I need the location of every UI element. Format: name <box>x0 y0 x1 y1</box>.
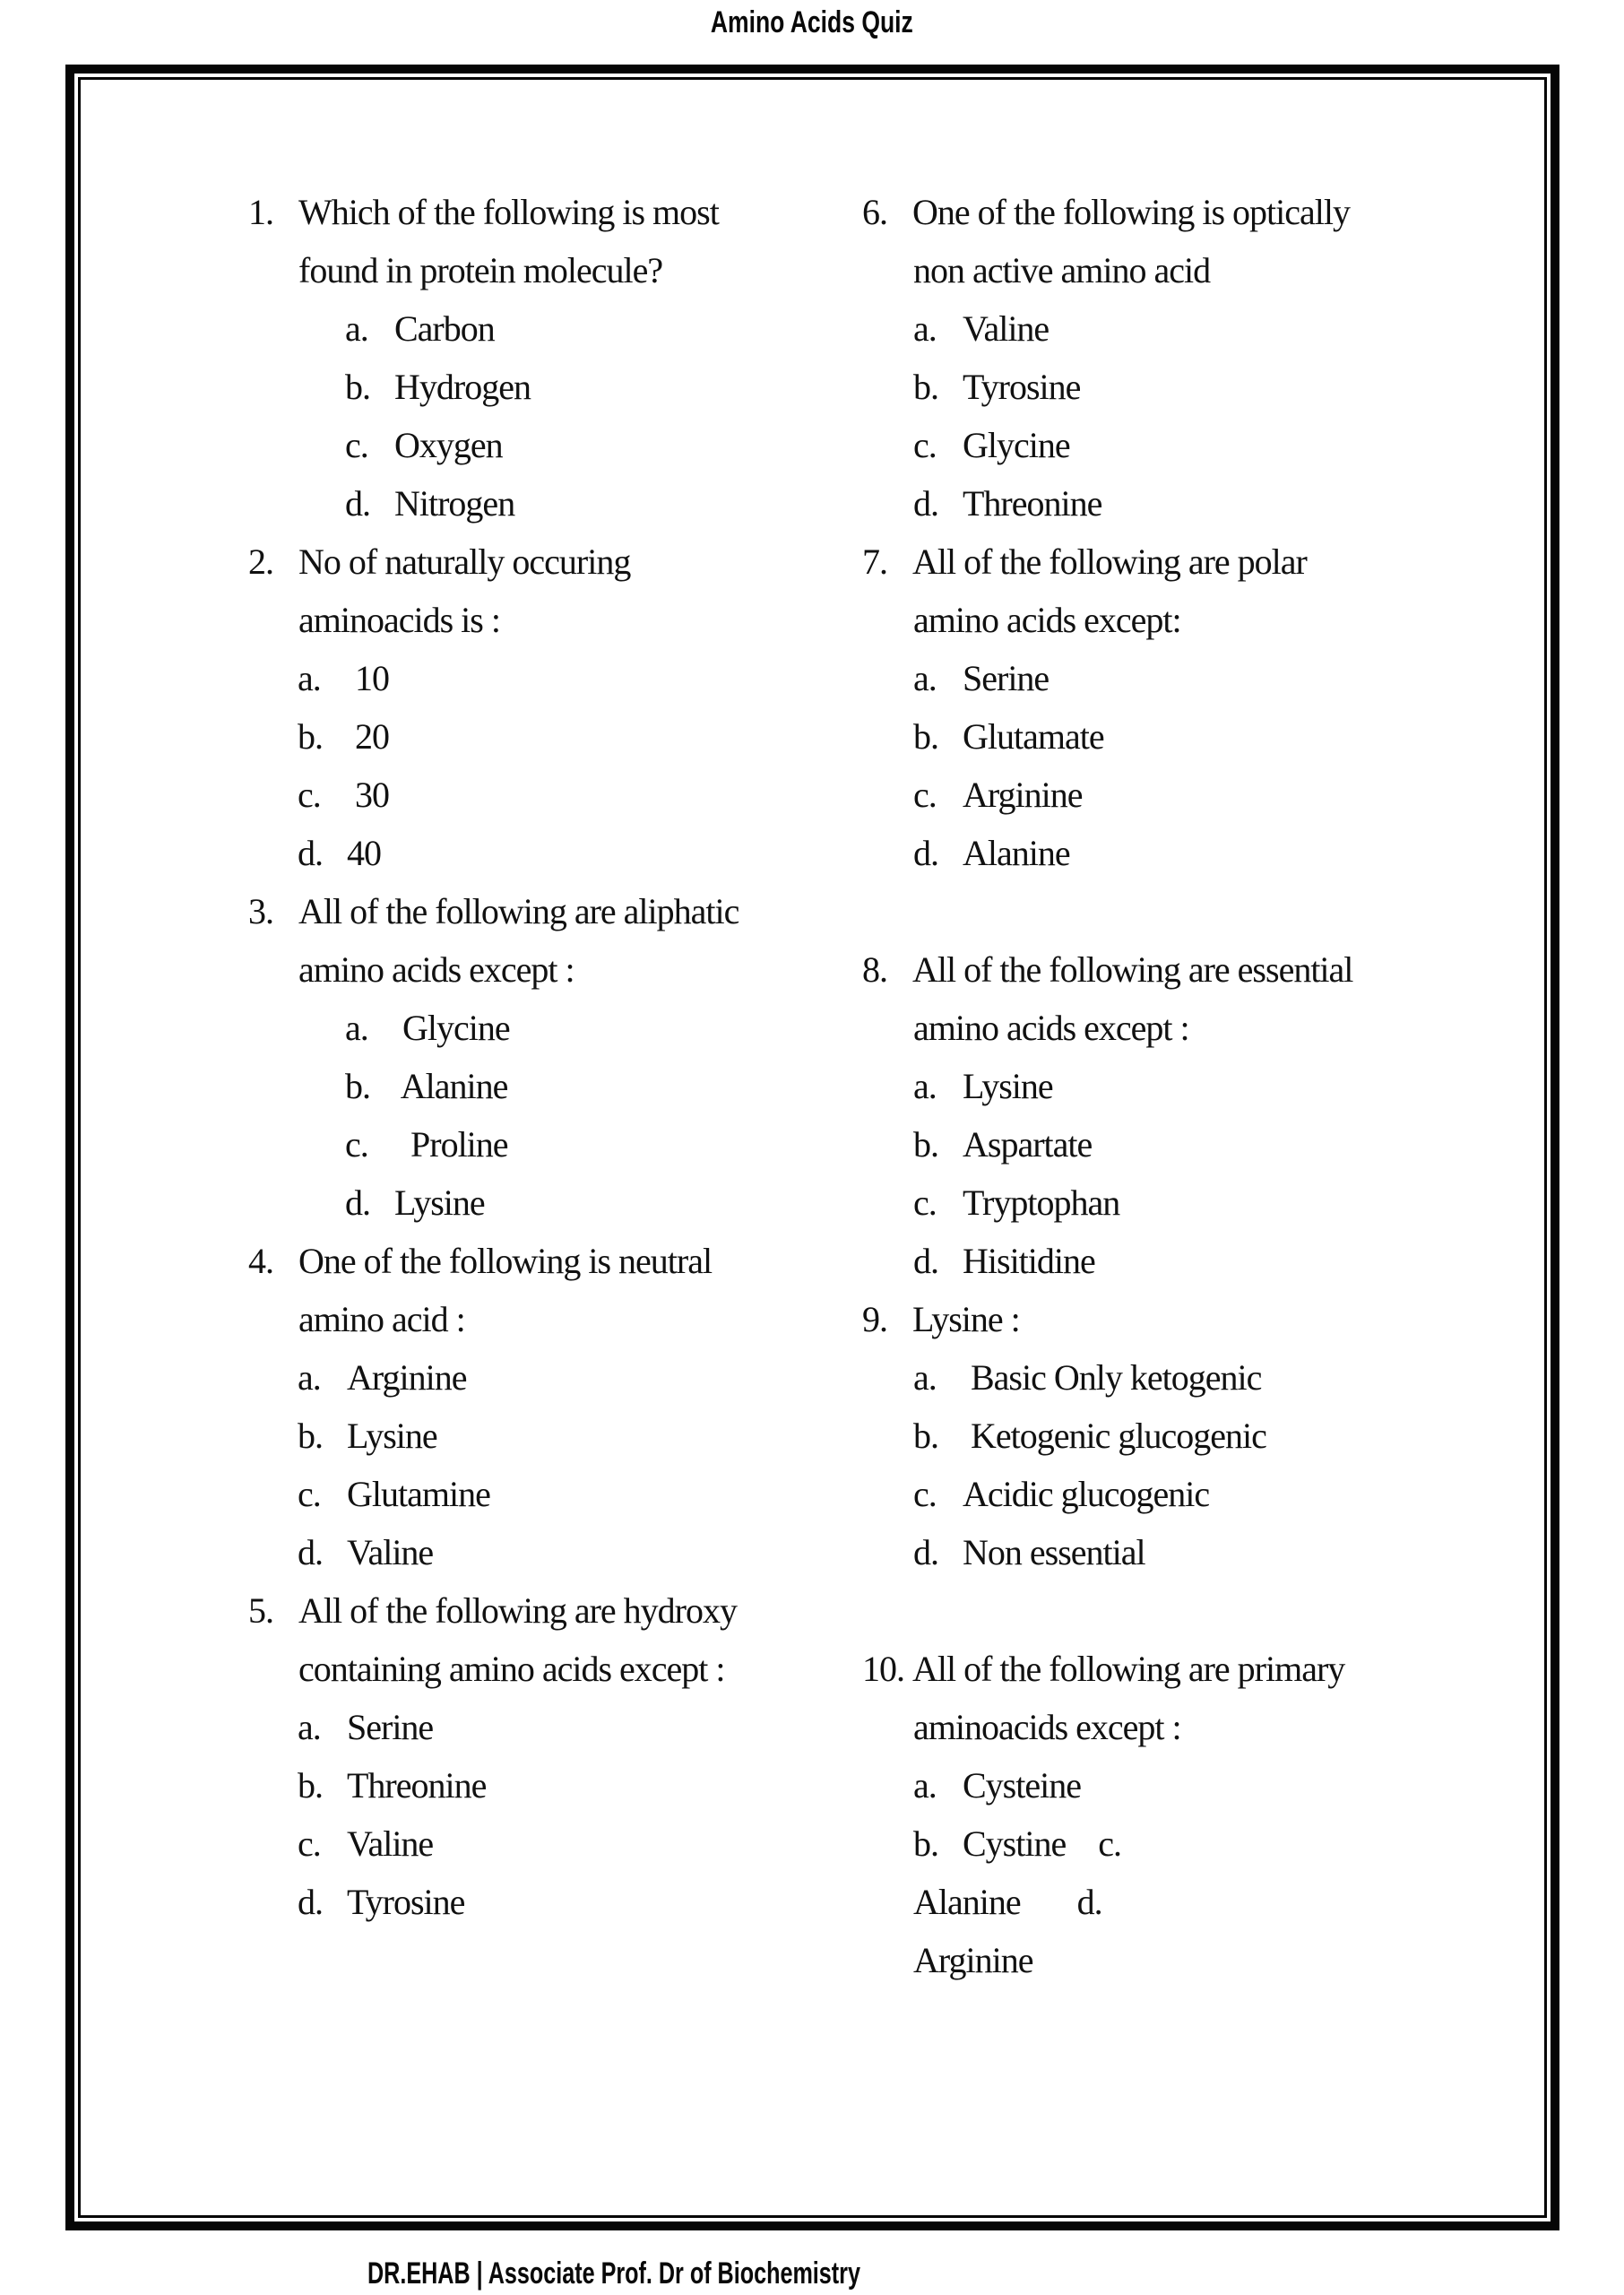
option-text: Lysine <box>347 1416 437 1456</box>
question-stem-text: All of the following are hydroxy <box>298 1590 737 1631</box>
option-text: Glutamine <box>347 1474 490 1514</box>
option-label: c. <box>913 1474 937 1514</box>
question-stem-line: amino acids except : <box>913 1008 1189 1048</box>
option-a <box>862 1057 1463 1115</box>
option-b <box>862 1407 1463 1465</box>
question-number: 2. <box>248 541 273 582</box>
option-d <box>248 1173 831 1232</box>
option-a <box>248 999 831 1057</box>
option-wrap-line: Alanine d. <box>913 1882 1102 1922</box>
question-8 <box>862 940 1463 1290</box>
question-stem-line: containing amino acids except : <box>298 1649 725 1689</box>
option-text: Arginine <box>347 1357 467 1398</box>
question-3 <box>248 882 831 1232</box>
question-6 <box>862 183 1463 533</box>
question-column-left <box>248 183 831 1931</box>
option-c <box>862 766 1463 824</box>
option-d <box>248 1523 831 1581</box>
page-footer-text: DR.EHAB | Associate Prof. Dr of Biochemistry <box>367 2256 860 2291</box>
option-label: c. <box>913 1182 937 1223</box>
question-stem-line <box>248 533 831 591</box>
option-text: Tyrosine <box>963 367 1081 407</box>
option-label: a. <box>913 1765 937 1806</box>
option-text: Glycine <box>394 1008 510 1048</box>
option-b <box>248 1756 831 1814</box>
question-stem-line <box>862 1640 1463 1698</box>
question-stem-text: All of the following are polar <box>912 541 1307 582</box>
option-a <box>248 649 831 707</box>
option-label: b. <box>298 1416 323 1456</box>
option-a <box>862 1756 1463 1814</box>
option-text: Aspartate <box>963 1124 1093 1165</box>
question-stem-text: All of the following are essential <box>912 949 1353 990</box>
option-d <box>862 824 1463 882</box>
option-text: Acidic glucogenic <box>963 1474 1210 1514</box>
option-text: Non essential <box>963 1532 1145 1572</box>
question-number: 10. <box>862 1649 904 1689</box>
option-label: c. <box>345 425 368 465</box>
question-5 <box>248 1581 831 1931</box>
option-text: Alanine <box>963 833 1070 873</box>
option-label: b. <box>913 1416 938 1456</box>
option-label: d. <box>913 483 938 524</box>
option-label: d. <box>345 483 370 524</box>
question-number: 5. <box>248 1590 273 1631</box>
option-label: b. <box>298 716 323 757</box>
page-title <box>0 4 1624 40</box>
question-1 <box>248 183 831 533</box>
option-label: a. <box>913 1066 937 1106</box>
option-wrap-line: Arginine <box>913 1940 1033 1980</box>
question-stem-line <box>862 533 1463 591</box>
option-c <box>862 1465 1463 1523</box>
option-label: b. <box>913 716 938 757</box>
option-b <box>248 707 831 766</box>
question-stem-line <box>862 940 1463 999</box>
option-text: 40 <box>347 833 381 873</box>
option-b <box>248 1057 831 1115</box>
question-number: 1. <box>248 192 273 232</box>
question-number: 4. <box>248 1241 273 1281</box>
option-label: b. <box>913 367 938 407</box>
page-footer <box>367 2256 1033 2291</box>
question-stem-line: non active amino acid <box>913 250 1211 290</box>
option-label: a. <box>345 1008 368 1048</box>
option-label: a. <box>298 1707 321 1747</box>
option-label: c. <box>298 775 321 815</box>
option-b <box>862 1814 1463 1873</box>
option-label: d. <box>913 1532 938 1572</box>
option-text: Arginine <box>963 775 1083 815</box>
option-a <box>862 649 1463 707</box>
question-stem-text: All of the following are aliphatic <box>298 891 739 931</box>
question-number: 8. <box>862 949 887 990</box>
question-stem-line: amino acid : <box>298 1299 465 1339</box>
option-text: Oxygen <box>394 425 503 465</box>
option-label: c. <box>298 1474 321 1514</box>
question-9 <box>862 1290 1463 1581</box>
option-text: Nitrogen <box>394 483 515 524</box>
option-label: a. <box>913 1357 937 1398</box>
option-d <box>248 1873 831 1931</box>
question-4 <box>248 1232 831 1581</box>
question-stem-line: found in protein molecule? <box>298 250 663 290</box>
option-label: d. <box>298 1532 323 1572</box>
option-text: Glutamate <box>963 716 1104 757</box>
question-stem-line <box>248 1232 831 1290</box>
option-c <box>248 1115 831 1173</box>
question-stem-line <box>248 1581 831 1640</box>
question-7 <box>862 533 1463 882</box>
option-text: 20 <box>347 716 389 757</box>
option-b <box>248 1407 831 1465</box>
question-2 <box>248 533 831 882</box>
question-10 <box>862 1640 1463 1989</box>
option-text: Hisitidine <box>963 1241 1095 1281</box>
option-text: Tryptophan <box>963 1182 1120 1223</box>
option-text: Lysine <box>963 1066 1053 1106</box>
option-text: Valine <box>963 308 1050 349</box>
option-label: a. <box>298 1357 321 1398</box>
question-number: 7. <box>862 541 887 582</box>
question-stem-line <box>248 183 831 241</box>
option-label: a. <box>913 308 937 349</box>
option-label: d. <box>298 1882 323 1922</box>
option-c <box>248 766 831 824</box>
option-c <box>248 416 831 474</box>
option-label: b. <box>345 1066 370 1106</box>
option-a <box>862 1348 1463 1407</box>
question-stem-line: amino acids except: <box>913 600 1181 640</box>
question-stem-text: Which of the following is most <box>298 192 719 232</box>
option-text: Valine <box>347 1823 434 1864</box>
option-label: c. <box>345 1124 368 1165</box>
question-stem-text: All of the following are primary <box>912 1649 1345 1689</box>
blank-line <box>862 1581 1463 1640</box>
option-text: Tyrosine <box>347 1882 465 1922</box>
option-text: Valine <box>347 1532 434 1572</box>
question-number: 6. <box>862 192 887 232</box>
option-text: Alanine <box>394 1066 508 1106</box>
option-a <box>248 1348 831 1407</box>
option-d <box>862 474 1463 533</box>
option-text: Cystine c. <box>963 1823 1121 1864</box>
option-a <box>248 299 831 358</box>
option-d <box>862 1523 1463 1581</box>
page-title-text: Amino Acids Quiz <box>711 5 913 39</box>
option-label: d. <box>345 1182 370 1223</box>
option-label: b. <box>345 367 370 407</box>
option-d <box>862 1232 1463 1290</box>
blank-line <box>862 882 1463 940</box>
question-number: 9. <box>862 1299 887 1339</box>
question-stem-line: amino acids except : <box>298 949 574 990</box>
question-stem-line: aminoacids is : <box>298 600 500 640</box>
option-text: Serine <box>347 1707 434 1747</box>
question-stem-line: aminoacids except : <box>913 1707 1181 1747</box>
question-stem-text: No of naturally occuring <box>298 541 631 582</box>
option-c <box>862 1173 1463 1232</box>
option-b <box>862 1115 1463 1173</box>
option-c <box>248 1465 831 1523</box>
option-d <box>248 474 831 533</box>
option-label: c. <box>913 775 937 815</box>
option-label: b. <box>913 1823 938 1864</box>
option-text: Glycine <box>963 425 1070 465</box>
option-d <box>248 824 831 882</box>
option-c <box>248 1814 831 1873</box>
option-text: Basic Only ketogenic <box>963 1357 1262 1398</box>
option-label: d. <box>913 833 938 873</box>
option-text: Lysine <box>394 1182 485 1223</box>
option-b <box>862 707 1463 766</box>
option-text: Cysteine <box>963 1765 1081 1806</box>
option-a <box>862 299 1463 358</box>
question-column-right <box>862 183 1463 1989</box>
option-b <box>248 358 831 416</box>
option-label: d. <box>913 1241 938 1281</box>
option-label: b. <box>298 1765 323 1806</box>
option-text: Proline <box>394 1124 508 1165</box>
option-text: 10 <box>347 658 389 698</box>
option-b <box>862 358 1463 416</box>
option-label: c. <box>913 425 937 465</box>
option-label: d. <box>298 833 323 873</box>
option-a <box>248 1698 831 1756</box>
option-text: 30 <box>347 775 389 815</box>
option-text: Serine <box>963 658 1050 698</box>
question-stem-text: One of the following is neutral <box>298 1241 713 1281</box>
option-label: a. <box>913 658 937 698</box>
option-text: Hydrogen <box>394 367 531 407</box>
option-text: Ketogenic glucogenic <box>963 1416 1266 1456</box>
option-text: Threonine <box>963 483 1102 524</box>
question-stem-line <box>862 1290 1463 1348</box>
question-stem-text: Lysine : <box>912 1299 1020 1339</box>
option-text: Carbon <box>394 308 495 349</box>
question-number: 3. <box>248 891 273 931</box>
option-text: Threonine <box>347 1765 487 1806</box>
option-label: c. <box>298 1823 321 1864</box>
question-stem-line <box>248 882 831 940</box>
option-label: b. <box>913 1124 938 1165</box>
option-c <box>862 416 1463 474</box>
question-stem-line <box>862 183 1463 241</box>
option-label: a. <box>345 308 368 349</box>
question-stem-text: One of the following is optically <box>912 192 1351 232</box>
option-label: a. <box>298 658 321 698</box>
